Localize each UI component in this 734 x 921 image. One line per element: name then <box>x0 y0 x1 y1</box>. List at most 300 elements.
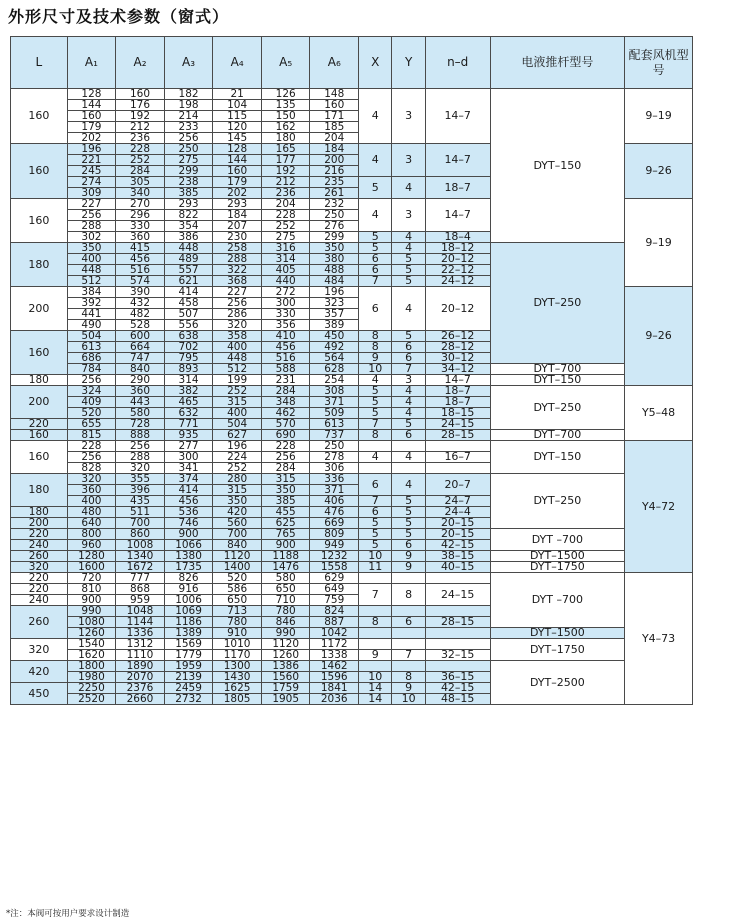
cell-A2: 355 <box>116 474 165 485</box>
cell-L: 180 <box>11 474 68 507</box>
cell-Y <box>392 661 425 672</box>
cell-A4: 650 <box>213 595 262 606</box>
cell-Y: 3 <box>392 144 425 177</box>
cell-nd: 24–15 <box>425 419 490 430</box>
cell-nd: 40–15 <box>425 562 490 573</box>
cell-Y: 5 <box>392 331 425 342</box>
cell-nd: 32–15 <box>425 650 490 661</box>
cell-A6: 357 <box>310 309 359 320</box>
cell-X: 5 <box>359 518 392 529</box>
cell-A2: 580 <box>116 408 165 419</box>
cell-X <box>359 661 392 672</box>
cell-nd: 22–12 <box>425 265 490 276</box>
cell-Y: 5 <box>392 529 425 540</box>
cell-A1: 400 <box>67 254 116 265</box>
cell-A3: 414 <box>164 287 213 298</box>
cell-A2: 868 <box>116 584 165 595</box>
cell-X: 4 <box>359 89 392 144</box>
table-row <box>11 375 693 386</box>
cell-L: 200 <box>11 287 68 331</box>
cell-L: 160 <box>11 331 68 375</box>
cell-A6: 389 <box>310 320 359 331</box>
cell-nd: 18–7 <box>425 386 490 397</box>
cell-A5: 348 <box>261 397 310 408</box>
cell-nd: 42–15 <box>425 683 490 694</box>
cell-A4: 224 <box>213 452 262 463</box>
cell-nd: 36–15 <box>425 672 490 683</box>
cell-nd: 14–7 <box>425 375 490 386</box>
cell-L: 160 <box>11 430 68 441</box>
cell-Y: 10 <box>392 694 425 705</box>
cell-model: DYT –700 <box>490 529 625 551</box>
cell-A3: 299 <box>164 166 213 177</box>
cell-A3: 465 <box>164 397 213 408</box>
cell-A2: 330 <box>116 221 165 232</box>
cell-A4: 128 <box>213 144 262 155</box>
cell-A1: 128 <box>67 89 116 100</box>
cell-nd: 16–7 <box>425 452 490 463</box>
cell-X: 8 <box>359 430 392 441</box>
cell-X <box>359 606 392 617</box>
cell-A3: 385 <box>164 188 213 199</box>
cell-nd: 20–7 <box>425 474 490 496</box>
cell-A6: 323 <box>310 298 359 309</box>
cell-X: 4 <box>359 199 392 232</box>
table-row <box>11 661 693 672</box>
cell-A5: 440 <box>261 276 310 287</box>
cell-A1: 520 <box>67 408 116 419</box>
header-fan: 配套风机型号 <box>625 37 693 89</box>
cell-A1: 686 <box>67 353 116 364</box>
cell-X: 9 <box>359 650 392 661</box>
cell-A3: 214 <box>164 111 213 122</box>
cell-A1: 360 <box>67 485 116 496</box>
cell-A4: 1300 <box>213 661 262 672</box>
cell-A1: 828 <box>67 463 116 474</box>
cell-A6: 737 <box>310 430 359 441</box>
cell-L: 220 <box>11 419 68 430</box>
cell-A1: 400 <box>67 496 116 507</box>
cell-L: 160 <box>11 89 68 144</box>
cell-X: 7 <box>359 419 392 430</box>
header-A1: A₁ <box>67 37 116 89</box>
cell-X: 7 <box>359 276 392 287</box>
cell-X: 4 <box>359 144 392 177</box>
cell-nd: 14–7 <box>425 89 490 144</box>
cell-Y: 4 <box>392 397 425 408</box>
header-A5: A₅ <box>261 37 310 89</box>
cell-A6: 371 <box>310 397 359 408</box>
cell-A5: 1386 <box>261 661 310 672</box>
cell-A6: 488 <box>310 265 359 276</box>
cell-Y <box>392 628 425 639</box>
cell-A1: 800 <box>67 529 116 540</box>
cell-nd <box>425 573 490 584</box>
cell-A6: 649 <box>310 584 359 595</box>
cell-Y: 5 <box>392 419 425 430</box>
cell-A2: 236 <box>116 133 165 144</box>
cell-A1: 640 <box>67 518 116 529</box>
cell-A6: 492 <box>310 342 359 353</box>
cell-A6: 759 <box>310 595 359 606</box>
cell-A3: 621 <box>164 276 213 287</box>
cell-Y: 3 <box>392 89 425 144</box>
cell-A1: 324 <box>67 386 116 397</box>
cell-A5: 462 <box>261 408 310 419</box>
cell-Y: 5 <box>392 518 425 529</box>
cell-A4: 252 <box>213 386 262 397</box>
cell-L: 220 <box>11 573 68 584</box>
cell-A4: 293 <box>213 199 262 210</box>
cell-A2: 511 <box>116 507 165 518</box>
cell-A5: 180 <box>261 133 310 144</box>
cell-A3: 893 <box>164 364 213 375</box>
cell-A5: 1476 <box>261 562 310 573</box>
cell-A3: 536 <box>164 507 213 518</box>
cell-A4: 184 <box>213 210 262 221</box>
cell-A5: 284 <box>261 386 310 397</box>
cell-A1: 384 <box>67 287 116 298</box>
cell-Y: 4 <box>392 452 425 463</box>
cell-A4: 400 <box>213 408 262 419</box>
cell-nd <box>425 628 490 639</box>
table-row <box>11 529 693 540</box>
cell-A3: 314 <box>164 375 213 386</box>
cell-A3: 935 <box>164 430 213 441</box>
cell-A2: 1048 <box>116 606 165 617</box>
cell-L: 420 <box>11 661 68 683</box>
cell-A1: 720 <box>67 573 116 584</box>
cell-A3: 1186 <box>164 617 213 628</box>
cell-X: 10 <box>359 672 392 683</box>
cell-A1: 256 <box>67 375 116 386</box>
cell-A6: 196 <box>310 287 359 298</box>
cell-model: DYT–1750 <box>490 562 625 573</box>
cell-A2: 192 <box>116 111 165 122</box>
cell-A5: 177 <box>261 155 310 166</box>
cell-Y: 5 <box>392 496 425 507</box>
cell-Y: 6 <box>392 353 425 364</box>
cell-Y: 6 <box>392 430 425 441</box>
cell-nd: 18–7 <box>425 177 490 199</box>
cell-X: 11 <box>359 562 392 573</box>
cell-fan: 9–19 <box>625 89 693 144</box>
cell-X: 5 <box>359 386 392 397</box>
cell-model: DYT –700 <box>490 573 625 628</box>
cell-A6: 949 <box>310 540 359 551</box>
cell-A3: 771 <box>164 419 213 430</box>
cell-A1: 448 <box>67 265 116 276</box>
cell-A1: 990 <box>67 606 116 617</box>
cell-A4: 252 <box>213 463 262 474</box>
cell-Y: 7 <box>392 364 425 375</box>
cell-A6: 308 <box>310 386 359 397</box>
cell-Y: 9 <box>392 562 425 573</box>
cell-A6: 254 <box>310 375 359 386</box>
cell-A1: 144 <box>67 100 116 111</box>
cell-A4: 512 <box>213 364 262 375</box>
header-A4: A₄ <box>213 37 262 89</box>
cell-Y: 5 <box>392 276 425 287</box>
cell-A5: 456 <box>261 342 310 353</box>
cell-A5: 650 <box>261 584 310 595</box>
cell-A5: 1560 <box>261 672 310 683</box>
cell-A6: 1042 <box>310 628 359 639</box>
cell-A5: 256 <box>261 452 310 463</box>
cell-A5: 316 <box>261 243 310 254</box>
cell-X: 8 <box>359 617 392 628</box>
cell-X: 8 <box>359 342 392 353</box>
cell-A2: 1336 <box>116 628 165 639</box>
cell-model: DYT–1500 <box>490 551 625 562</box>
cell-A4: 315 <box>213 485 262 496</box>
cell-A4: 586 <box>213 584 262 595</box>
cell-A2: 396 <box>116 485 165 496</box>
spec-table <box>10 36 693 705</box>
cell-A2: 435 <box>116 496 165 507</box>
cell-A5: 1260 <box>261 650 310 661</box>
cell-A3: 456 <box>164 496 213 507</box>
cell-Y: 6 <box>392 342 425 353</box>
header-A2: A₂ <box>116 37 165 89</box>
cell-A6: 1232 <box>310 551 359 562</box>
cell-Y: 6 <box>392 540 425 551</box>
cell-A1: 256 <box>67 210 116 221</box>
cell-A6: 629 <box>310 573 359 584</box>
cell-A3: 2139 <box>164 672 213 683</box>
cell-A2: 160 <box>116 89 165 100</box>
cell-A4: 700 <box>213 529 262 540</box>
cell-L: 240 <box>11 540 68 551</box>
cell-A1: 309 <box>67 188 116 199</box>
cell-A2: 360 <box>116 232 165 243</box>
cell-A1: 1600 <box>67 562 116 573</box>
cell-A3: 414 <box>164 485 213 496</box>
cell-X: 6 <box>359 507 392 518</box>
cell-X: 6 <box>359 287 392 331</box>
cell-A3: 2459 <box>164 683 213 694</box>
cell-nd: 20–12 <box>425 287 490 331</box>
cell-A5: 228 <box>261 441 310 452</box>
cell-A4: 520 <box>213 573 262 584</box>
cell-nd: 30–12 <box>425 353 490 364</box>
cell-model: DYT–150 <box>490 375 625 386</box>
cell-A5: 1120 <box>261 639 310 650</box>
cell-Y: 4 <box>392 243 425 254</box>
cell-A1: 810 <box>67 584 116 595</box>
table-row <box>11 364 693 375</box>
cell-L: 200 <box>11 386 68 419</box>
cell-A4: 400 <box>213 342 262 353</box>
cell-A5: 275 <box>261 232 310 243</box>
cell-A3: 386 <box>164 232 213 243</box>
cell-A4: 120 <box>213 122 262 133</box>
cell-A6: 148 <box>310 89 359 100</box>
cell-model: DYT–1500 <box>490 628 625 639</box>
cell-Y: 8 <box>392 672 425 683</box>
cell-A2: 2070 <box>116 672 165 683</box>
cell-Y: 4 <box>392 177 425 199</box>
cell-A3: 1389 <box>164 628 213 639</box>
cell-A3: 2732 <box>164 694 213 705</box>
cell-A4: 713 <box>213 606 262 617</box>
cell-Y: 4 <box>392 408 425 419</box>
cell-X: 6 <box>359 474 392 496</box>
cell-A4: 256 <box>213 298 262 309</box>
cell-A5: 350 <box>261 485 310 496</box>
cell-A6: 1172 <box>310 639 359 650</box>
cell-A3: 277 <box>164 441 213 452</box>
cell-X: 7 <box>359 496 392 507</box>
cell-nd: 20–12 <box>425 254 490 265</box>
cell-A4: 1805 <box>213 694 262 705</box>
cell-A5: 990 <box>261 628 310 639</box>
cell-A1: 228 <box>67 441 116 452</box>
cell-A3: 638 <box>164 331 213 342</box>
cell-A4: 1430 <box>213 672 262 683</box>
cell-A3: 632 <box>164 408 213 419</box>
cell-Y: 8 <box>392 584 425 606</box>
cell-A1: 274 <box>67 177 116 188</box>
cell-A3: 233 <box>164 122 213 133</box>
cell-L: 220 <box>11 584 68 595</box>
table-row <box>11 474 693 485</box>
cell-A6: 887 <box>310 617 359 628</box>
cell-A1: 1800 <box>67 661 116 672</box>
cell-A5: 231 <box>261 375 310 386</box>
cell-A2: 860 <box>116 529 165 540</box>
cell-A3: 1380 <box>164 551 213 562</box>
cell-A6: 276 <box>310 221 359 232</box>
cell-A6: 824 <box>310 606 359 617</box>
cell-A1: 1540 <box>67 639 116 650</box>
cell-A2: 443 <box>116 397 165 408</box>
cell-Y: 5 <box>392 507 425 518</box>
cell-L: 220 <box>11 529 68 540</box>
cell-A6: 299 <box>310 232 359 243</box>
cell-A2: 728 <box>116 419 165 430</box>
cell-A6: 1338 <box>310 650 359 661</box>
cell-A6: 1841 <box>310 683 359 694</box>
cell-A2: 1144 <box>116 617 165 628</box>
cell-A3: 916 <box>164 584 213 595</box>
cell-A6: 278 <box>310 452 359 463</box>
cell-A4: 910 <box>213 628 262 639</box>
header-model: 电液推杆型号 <box>490 37 625 89</box>
cell-L: 320 <box>11 639 68 661</box>
cell-nd: 34–12 <box>425 364 490 375</box>
cell-A2: 290 <box>116 375 165 386</box>
table-row <box>11 551 693 562</box>
cell-A1: 202 <box>67 133 116 144</box>
cell-A2: 340 <box>116 188 165 199</box>
cell-A4: 288 <box>213 254 262 265</box>
cell-A4: 1010 <box>213 639 262 650</box>
cell-A3: 256 <box>164 133 213 144</box>
header-nd: n–d <box>425 37 490 89</box>
cell-A4: 258 <box>213 243 262 254</box>
cell-A2: 456 <box>116 254 165 265</box>
cell-A4: 1625 <box>213 683 262 694</box>
table-row <box>11 89 693 100</box>
cell-A4: 286 <box>213 309 262 320</box>
cell-A2: 1110 <box>116 650 165 661</box>
cell-A6: 350 <box>310 243 359 254</box>
header-L: L <box>11 37 68 89</box>
cell-A4: 145 <box>213 133 262 144</box>
cell-A2: 664 <box>116 342 165 353</box>
cell-A1: 815 <box>67 430 116 441</box>
cell-A3: 293 <box>164 199 213 210</box>
cell-Y: 4 <box>392 232 425 243</box>
cell-A1: 256 <box>67 452 116 463</box>
cell-A4: 368 <box>213 276 262 287</box>
cell-A6: 184 <box>310 144 359 155</box>
cell-A2: 888 <box>116 430 165 441</box>
cell-A4: 627 <box>213 430 262 441</box>
cell-A3: 1779 <box>164 650 213 661</box>
cell-A4: 202 <box>213 188 262 199</box>
cell-A5: 588 <box>261 364 310 375</box>
cell-L: 180 <box>11 507 68 518</box>
cell-fan: Y5–48 <box>625 386 693 441</box>
cell-A5: 900 <box>261 540 310 551</box>
cell-A1: 1980 <box>67 672 116 683</box>
cell-A2: 284 <box>116 166 165 177</box>
cell-X <box>359 639 392 650</box>
cell-A2: 360 <box>116 386 165 397</box>
header-A6: A₆ <box>310 37 359 89</box>
cell-A5: 780 <box>261 606 310 617</box>
cell-A3: 300 <box>164 452 213 463</box>
cell-A5: 162 <box>261 122 310 133</box>
cell-A6: 613 <box>310 419 359 430</box>
cell-A5: 284 <box>261 463 310 474</box>
cell-model: DYT–700 <box>490 364 625 375</box>
cell-A4: 230 <box>213 232 262 243</box>
table-row <box>11 628 693 639</box>
cell-A2: 1672 <box>116 562 165 573</box>
cell-A5: 1759 <box>261 683 310 694</box>
cell-A5: 516 <box>261 353 310 364</box>
cell-model: DYT–150 <box>490 89 625 243</box>
cell-A4: 448 <box>213 353 262 364</box>
cell-A2: 482 <box>116 309 165 320</box>
cell-A1: 1620 <box>67 650 116 661</box>
cell-A4: 144 <box>213 155 262 166</box>
cell-A2: 228 <box>116 144 165 155</box>
footnote: *注：本阀可按用户要求设计制造 <box>6 909 130 919</box>
cell-A5: 272 <box>261 287 310 298</box>
cell-A3: 382 <box>164 386 213 397</box>
cell-A6: 171 <box>310 111 359 122</box>
cell-X: 8 <box>359 331 392 342</box>
cell-A6: 306 <box>310 463 359 474</box>
cell-A5: 204 <box>261 199 310 210</box>
cell-L: 160 <box>11 144 68 199</box>
cell-X <box>359 573 392 584</box>
cell-A6: 380 <box>310 254 359 265</box>
cell-A2: 320 <box>116 463 165 474</box>
cell-A1: 2250 <box>67 683 116 694</box>
cell-model: DYT–150 <box>490 441 625 474</box>
cell-L: 180 <box>11 375 68 386</box>
cell-A3: 826 <box>164 573 213 584</box>
cell-A3: 374 <box>164 474 213 485</box>
cell-A1: 613 <box>67 342 116 353</box>
cell-A3: 1959 <box>164 661 213 672</box>
cell-A5: 690 <box>261 430 310 441</box>
